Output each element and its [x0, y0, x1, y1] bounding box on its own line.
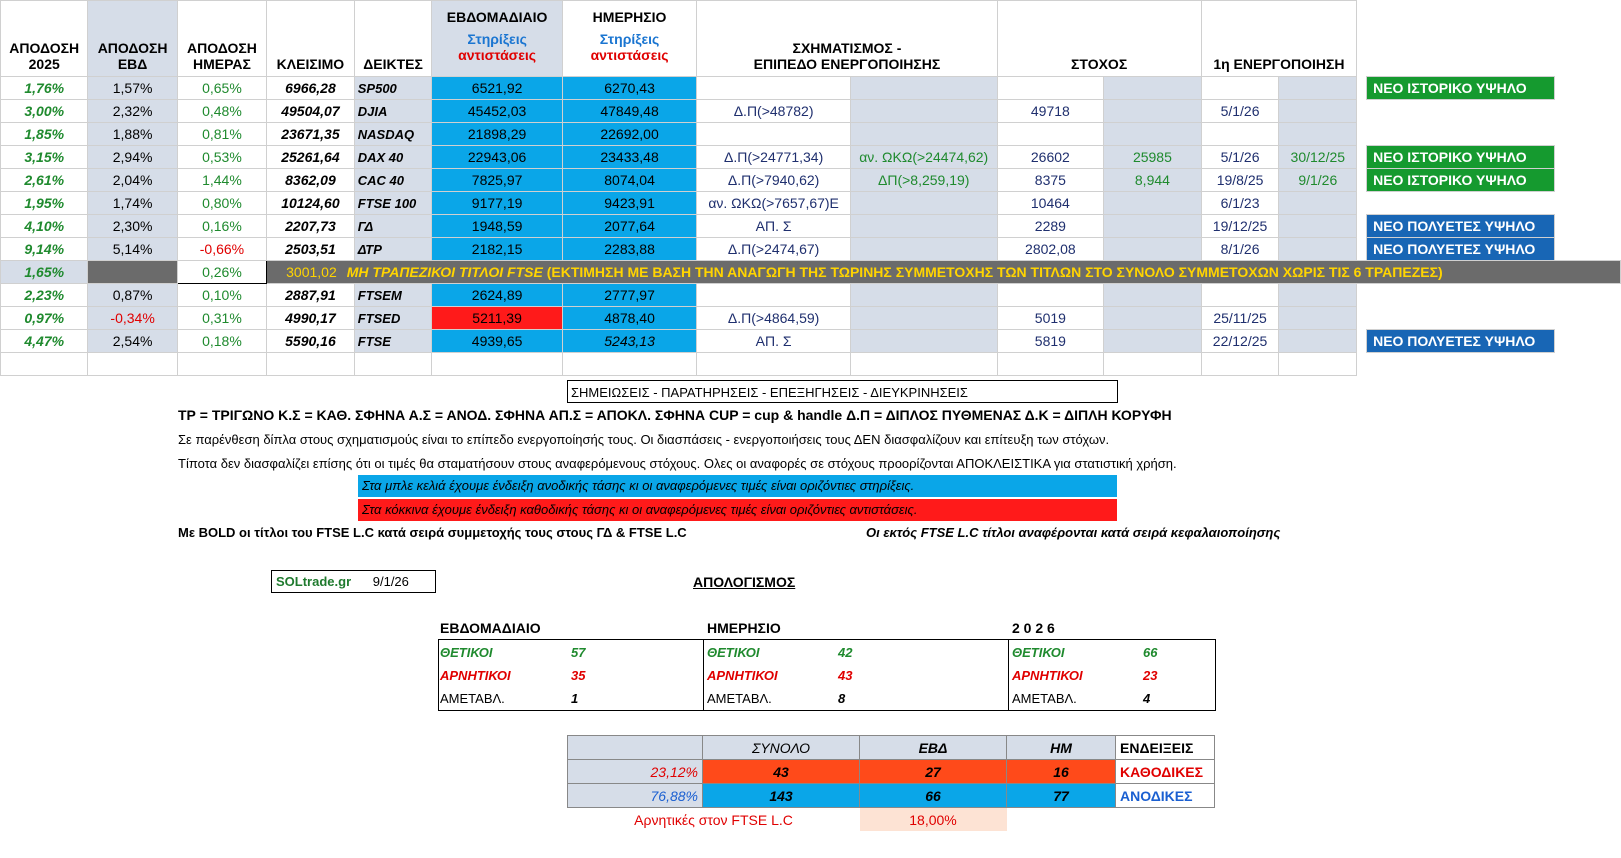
- table-row: [1, 215, 1621, 238]
- notes-bold: Με BOLD οι τίτλοι του FTSE L.C κατά σειρά συμμετοχής τους στους ΓΔ & FTSE L.C: [178, 525, 687, 540]
- close-cell: 4990,17: [267, 307, 355, 330]
- ret2025-cell: 4,10%: [1, 215, 88, 238]
- summary-flat-label: ΑΜΕΤΑΒΛ.: [440, 691, 505, 706]
- row-badge: ΝΕΟ ΙΣΤΟΡΙΚΟ ΥΨΗΛΟ: [1367, 146, 1555, 169]
- activation-cell: 5/1/26: [1201, 146, 1279, 169]
- summary-flat-label: ΑΜΕΤΑΒΛ.: [707, 691, 772, 706]
- row-badge: ΝΕΟ ΙΣΤΟΡΙΚΟ ΥΨΗΛΟ: [1367, 77, 1555, 100]
- close-cell: 2207,73: [267, 215, 355, 238]
- summary-neg-value: 23: [1143, 668, 1158, 683]
- ret2025-cell: 1,85%: [1, 123, 88, 146]
- activation2-cell: 9/1/26: [1279, 169, 1357, 192]
- retday-cell: 0,16%: [177, 215, 266, 238]
- special-retweek: [88, 261, 177, 284]
- close-cell: 5590,16: [267, 330, 355, 353]
- daily-cell: 4878,40: [562, 307, 697, 330]
- retweek-cell: 2,94%: [88, 146, 177, 169]
- index-cell: NASDAQ: [354, 123, 432, 146]
- index-cell: FTSEM: [354, 284, 432, 307]
- pattern-cell: [697, 123, 851, 146]
- target2-cell: 8,944: [1104, 169, 1202, 192]
- table-row: [1, 77, 1621, 100]
- activation2-cell: [1279, 192, 1357, 215]
- retweek-cell: 2,54%: [88, 330, 177, 353]
- index-cell: FTSED: [354, 307, 432, 330]
- index-cell: DJIA: [354, 100, 432, 123]
- summary-head: 2 0 2 6: [1012, 620, 1055, 636]
- summary-pos-value: 57: [571, 645, 586, 660]
- index-cell: FTSE: [354, 330, 432, 353]
- pattern-cell: [697, 284, 851, 307]
- close-cell: 6966,28: [267, 77, 355, 100]
- target2-cell: [1104, 77, 1202, 100]
- ret2025-cell: 1,76%: [1, 77, 88, 100]
- ret2025-cell: 2,61%: [1, 169, 88, 192]
- pattern-cell: Δ.Π(>24771,34): [697, 146, 851, 169]
- close-cell: 8362,09: [267, 169, 355, 192]
- close-cell: 23671,35: [267, 123, 355, 146]
- retday-cell: 0,81%: [177, 123, 266, 146]
- daily-cell: 6270,43: [562, 77, 697, 100]
- retday-cell: 0,48%: [177, 100, 266, 123]
- tot-neg-value: 18,00%: [860, 808, 1007, 832]
- index-cell: ΓΔ: [354, 215, 432, 238]
- activation-cell: [1201, 123, 1279, 146]
- notes-legend: ΤΡ = ΤΡΙΓΩΝΟ Κ.Σ = ΚΑΘ. ΣΦΗΝΑ Α.Σ = ΑΝΟΔ. ΣΦΗΝΑ ΑΠ.Σ = ΑΠΟΚΛ. ΣΦΗΝΑ CUP = cup & handle Δ.Π = ΔΙΠΛΟΣ ΠΥΘΜΕΝΑΣ Δ.Κ = ΔΙΠΛΗ ΚΟΡΥΦΗ: [178, 407, 1172, 423]
- notes-line1: Σε παρένθεση δίπλα στους σχηματισμούς είναι το επίπεδο ενεργοποίησής τους. Οι διασπάσεις - ενεργοποιήσεις τους ΔΕΝ διασφαλίζουν και επίτευξη των στόχων.: [178, 432, 1110, 447]
- table-row: [1, 307, 1621, 330]
- close-cell: 2503,51: [267, 238, 355, 261]
- retday-cell: 0,10%: [177, 284, 266, 307]
- weekly-cell: 5211,39: [432, 307, 562, 330]
- row-badge: ΝΕΟ ΠΟΛΥΕΤΕΣ ΥΨΗΛΟ: [1367, 215, 1555, 238]
- weekly-cell: 7825,97: [432, 169, 562, 192]
- retweek-cell: 5,14%: [88, 238, 177, 261]
- summary-pos-value: 66: [1143, 645, 1158, 660]
- pattern2-cell: [850, 100, 997, 123]
- summary-head: ΗΜΕΡΗΣΙΟ: [707, 620, 781, 636]
- ret2025-cell: 2,23%: [1, 284, 88, 307]
- weekly-cell: 6521,92: [432, 77, 562, 100]
- table-row: [1, 123, 1621, 146]
- pattern-cell: ΑΠ. Σ: [697, 330, 851, 353]
- weekly-cell: 2624,89: [432, 284, 562, 307]
- target2-cell: [1104, 238, 1202, 261]
- table-row: [1, 192, 1621, 215]
- notes-line2: Τίποτα δεν διασφαλίζει επίσης ότι οι τιμές θα σταματήσουν στους αναφερόμενους στόχους. Ολες οι αναφορές σε στόχους προορίζονται ΑΠΟΚΛΕΙΣΤΙΚΑ για στατιστική χρήση.: [178, 456, 1177, 471]
- special-ret2025: 1,65%: [1, 261, 88, 284]
- summary-pos-label: ΘΕΤΙΚΟΙ: [440, 645, 493, 660]
- daily-cell: 8074,04: [562, 169, 697, 192]
- weekly-cell: 4939,65: [432, 330, 562, 353]
- tot-head-total: ΣΥΝΟΛΟ: [703, 736, 860, 760]
- pattern-cell: Δ.Π(>2474,67): [697, 238, 851, 261]
- ret2025-cell: 3,00%: [1, 100, 88, 123]
- retweek-cell: 0,87%: [88, 284, 177, 307]
- summary-pos-label: ΘΕΤΙΚΟΙ: [707, 645, 760, 660]
- target-cell: [997, 77, 1104, 100]
- summary-pos-value: 42: [838, 645, 853, 660]
- pattern2-cell: [850, 123, 997, 146]
- target-cell: 5819: [997, 330, 1104, 353]
- activation2-cell: 30/12/25: [1279, 146, 1357, 169]
- retweek-cell: 1,57%: [88, 77, 177, 100]
- activation-cell: 19/8/25: [1201, 169, 1279, 192]
- weekly-cell: 9177,19: [432, 192, 562, 215]
- ret2025-cell: 0,97%: [1, 307, 88, 330]
- target2-cell: [1104, 100, 1202, 123]
- activation-cell: 22/12/25: [1201, 330, 1279, 353]
- row-badge: ΝΕΟ ΠΟΛΥΕΤΕΣ ΥΨΗΛΟ: [1367, 238, 1555, 261]
- notes-title: ΣΗΜΕΙΩΣΕΙΣ - ΠΑΡΑΤΗΡΗΣΕΙΣ - ΕΠΕΞΗΓΗΣΕΙΣ - ΔΙΕΥΚΡΙΝΗΣΕΙΣ: [567, 380, 1118, 403]
- table-row: [1, 238, 1621, 261]
- summary-head: ΕΒΔΟΜΑΔΙΑΙΟ: [440, 620, 541, 636]
- activation2-cell: [1279, 238, 1357, 261]
- special-retday: 0,26%: [177, 261, 266, 284]
- pattern2-cell: [850, 77, 997, 100]
- table-row: [1, 146, 1621, 169]
- tot-down-label: ΚΑΘΟΔΙΚΕΣ: [1116, 760, 1215, 784]
- retweek-cell: 1,74%: [88, 192, 177, 215]
- tot-up-total: 143: [703, 784, 860, 808]
- summary-box: [438, 639, 1216, 711]
- col-pattern: ΣΧΗΜΑΤΙΣΜΟΣ - ΕΠΙΠΕΔΟ ΕΝΕΡΓΟΠΟΙΗΣΗΣ: [697, 1, 997, 77]
- summary-neg-value: 43: [838, 668, 853, 683]
- pattern2-cell: [850, 192, 997, 215]
- retweek-cell: 2,04%: [88, 169, 177, 192]
- header-row: [1, 1, 1621, 77]
- daily-cell: 2077,64: [562, 215, 697, 238]
- retday-cell: 0,31%: [177, 307, 266, 330]
- summary-pos-label: ΘΕΤΙΚΟΙ: [1012, 645, 1065, 660]
- index-cell: FTSE 100: [354, 192, 432, 215]
- pattern2-cell: [850, 215, 997, 238]
- summary-flat-value: 1: [571, 691, 579, 706]
- table-row: [1, 169, 1621, 192]
- activation2-cell: [1279, 215, 1357, 238]
- summary-divider: [703, 639, 704, 711]
- tot-head-ind: ΕΝΔΕΙΞΕΙΣ: [1116, 736, 1215, 760]
- row2-badge: ΝΕΟ ΠΟΛΥΕΤΕΣ ΥΨΗΛΟ: [1367, 330, 1555, 353]
- tot-head-day: ΗΜ: [1007, 736, 1116, 760]
- special-desc: 3001,02 ΜΗ ΤΡΑΠΕΖΙΚΟΙ ΤΙΤΛΟΙ FTSE (ΕΚΤΙΜΗΣΗ ΜΕ ΒΑΣΗ ΤΗΝ ΑΝΑΓΩΓΗ ΤΗΣ ΤΩΡΙΝΗΣ ΣΥΜΜΕΤΟΧΗΣ ΤΩΝ ΤΙΤΛΩΝ ΣΤΟ ΣΥΝΟΛΟ ΣΥΜΜΕΤΟΧΩΝ ΧΩΡΙΣ ΤΙΣ 6 ΤΡΑΠΕΖΕΣ): [267, 261, 1621, 284]
- target2-cell: [1104, 215, 1202, 238]
- notes-italic: Οι εκτός FTSE L.C τίτλοι αναφέρονται κατά σειρά κεφαλαιοποίησης: [866, 525, 1281, 540]
- activation-cell: 25/11/25: [1201, 307, 1279, 330]
- indices-table: [0, 0, 1621, 376]
- weekly-cell: 45452,03: [432, 100, 562, 123]
- notes-blue: Στα μπλε κελιά έχουμε ένδειξη ανοδικής τάσης κι οι αναφερόμενες τιμές είναι οριζόντιες στηρίξεις.: [358, 475, 1117, 497]
- retday-cell: 1,44%: [177, 169, 266, 192]
- activation-cell: 19/12/25: [1201, 215, 1279, 238]
- retday-cell: 0,65%: [177, 77, 266, 100]
- summary-neg-label: ΑΡΝΗΤΙΚΟΙ: [1012, 668, 1083, 683]
- retday-cell: 0,80%: [177, 192, 266, 215]
- summary-neg-label: ΑΡΝΗΤΙΚΟΙ: [707, 668, 778, 683]
- ret2025-cell: 9,14%: [1, 238, 88, 261]
- close-cell: 25261,64: [267, 146, 355, 169]
- tot-up-week: 66: [860, 784, 1007, 808]
- tot-blank: [568, 736, 703, 760]
- col-weekly: ΕΒΔΟΜΑΔΙΑΙΟ Στηρίξεις αντιστάσεις: [432, 1, 562, 77]
- activation2-cell: [1279, 123, 1357, 146]
- col-close: ΚΛΕΙΣΙΜΟ: [267, 1, 355, 77]
- tot-down-total: 43: [703, 760, 860, 784]
- index-cell: ΔΤΡ: [354, 238, 432, 261]
- retweek-cell: 1,88%: [88, 123, 177, 146]
- target2-cell: [1104, 192, 1202, 215]
- index-cell: SP500: [354, 77, 432, 100]
- summary-flat-value: 4: [1143, 691, 1151, 706]
- index-cell: DAX 40: [354, 146, 432, 169]
- summary-flat-label: ΑΜΕΤΑΒΛ.: [1012, 691, 1077, 706]
- retday-cell: -0,66%: [177, 238, 266, 261]
- tot-up-pct: 76,88%: [568, 784, 703, 808]
- summary-flat-value: 8: [838, 691, 846, 706]
- target-cell: 2289: [997, 215, 1104, 238]
- tot-down-day: 16: [1007, 760, 1116, 784]
- col-retday: ΑΠΟΔΟΣΗ ΗΜΕΡΑΣ: [177, 1, 266, 77]
- daily-cell: 2283,88: [562, 238, 697, 261]
- index-cell: CAC 40: [354, 169, 432, 192]
- ret2025-cell: 3,15%: [1, 146, 88, 169]
- ret2025-cell: 1,95%: [1, 192, 88, 215]
- brand-box: [271, 570, 436, 593]
- ret2025-cell: 4,47%: [1, 330, 88, 353]
- totals-table: [567, 735, 1215, 831]
- col-ret2025: ΑΠΟΔΟΣΗ 2025: [1, 1, 88, 77]
- table-row: [1, 284, 1621, 307]
- pattern-cell: αν. ΩΚΩ(>7657,67)Ε: [697, 192, 851, 215]
- target-cell: [997, 123, 1104, 146]
- row-badge: ΝΕΟ ΙΣΤΟΡΙΚΟ ΥΨΗΛΟ: [1367, 169, 1555, 192]
- retweek-cell: 2,32%: [88, 100, 177, 123]
- brand-date: 9/1/26: [372, 574, 409, 589]
- target-cell: 5019: [997, 307, 1104, 330]
- table-row: [1, 330, 1621, 353]
- tot-down-week: 27: [860, 760, 1007, 784]
- pattern-cell: Δ.Π(>7940,62): [697, 169, 851, 192]
- close-cell: 49504,07: [267, 100, 355, 123]
- brand-name: SOLtrade.gr: [276, 574, 352, 589]
- target-cell: 10464: [997, 192, 1104, 215]
- target-cell: 2802,08: [997, 238, 1104, 261]
- retday-cell: 0,53%: [177, 146, 266, 169]
- weekly-cell: 2182,15: [432, 238, 562, 261]
- activation-cell: 5/1/26: [1201, 100, 1279, 123]
- daily-cell: 5243,13: [562, 330, 697, 353]
- summary-neg-label: ΑΡΝΗΤΙΚΟΙ: [440, 668, 511, 683]
- tot-up-day: 77: [1007, 784, 1116, 808]
- col-daily: ΗΜΕΡΗΣΙΟ Στηρίξεις αντιστάσεις: [562, 1, 697, 77]
- pattern2-cell: αν. ΩΚΩ(>24474,62): [850, 146, 997, 169]
- close-cell: 2887,91: [267, 284, 355, 307]
- pattern-cell: Δ.Π(>4864,59): [697, 307, 851, 330]
- target-cell: 8375: [997, 169, 1104, 192]
- daily-cell: 23433,48: [562, 146, 697, 169]
- summary-title: ΑΠΟΛΟΓΙΣΜΟΣ: [693, 574, 796, 590]
- weekly-cell: 21898,29: [432, 123, 562, 146]
- daily-cell: 47849,48: [562, 100, 697, 123]
- target-cell: 49718: [997, 100, 1104, 123]
- notes-red: Στα κόκκινα έχουμε ένδειξη καθοδικής τάσης κι οι αναφερόμενες τιμές είναι οριζόντιες αντιστάσεις.: [358, 499, 1117, 521]
- retweek-cell: 2,30%: [88, 215, 177, 238]
- col-activation: 1η ΕΝΕΡΓΟΠΟΙΗΣΗ: [1201, 1, 1357, 77]
- pattern-cell: Δ.Π(>48782): [697, 100, 851, 123]
- pattern2-cell: [850, 238, 997, 261]
- pattern-cell: [697, 77, 851, 100]
- pattern-cell: ΑΠ. Σ: [697, 215, 851, 238]
- daily-cell: 2777,97: [562, 284, 697, 307]
- target-cell: 26602: [997, 146, 1104, 169]
- special-row: [1, 261, 1621, 284]
- daily-cell: 9423,91: [562, 192, 697, 215]
- tot-down-pct: 23,12%: [568, 760, 703, 784]
- tot-head-week: ΕΒΔ: [860, 736, 1007, 760]
- summary-divider: [1008, 639, 1009, 711]
- weekly-cell: 1948,59: [432, 215, 562, 238]
- col-retweek: ΑΠΟΔΟΣΗ ΕΒΔ: [88, 1, 177, 77]
- target2-cell: 25985: [1104, 146, 1202, 169]
- retweek-cell: -0,34%: [88, 307, 177, 330]
- summary-neg-value: 35: [571, 668, 586, 683]
- tot-neg-label: Αρνητικές στον FTSE L.C: [634, 811, 793, 828]
- activation-cell: 8/1/26: [1201, 238, 1279, 261]
- pattern2-cell: ΔΠ(>8,259,19): [850, 169, 997, 192]
- daily-cell: 22692,00: [562, 123, 697, 146]
- target2-cell: [1104, 123, 1202, 146]
- activation-cell: 6/1/23: [1201, 192, 1279, 215]
- col-index: ΔΕΙΚΤΕΣ: [354, 1, 432, 77]
- tot-up-label: ΑΝΟΔΙΚΕΣ: [1116, 784, 1215, 808]
- activation2-cell: [1279, 100, 1357, 123]
- table-row: [1, 100, 1621, 123]
- activation2-cell: [1279, 77, 1357, 100]
- col-target: ΣΤΟΧΟΣ: [997, 1, 1201, 77]
- weekly-cell: 22943,06: [432, 146, 562, 169]
- activation-cell: [1201, 77, 1279, 100]
- target-cell: [997, 284, 1104, 307]
- retday-cell: 0,18%: [177, 330, 266, 353]
- close-cell: 10124,60: [267, 192, 355, 215]
- activation-cell: [1201, 284, 1279, 307]
